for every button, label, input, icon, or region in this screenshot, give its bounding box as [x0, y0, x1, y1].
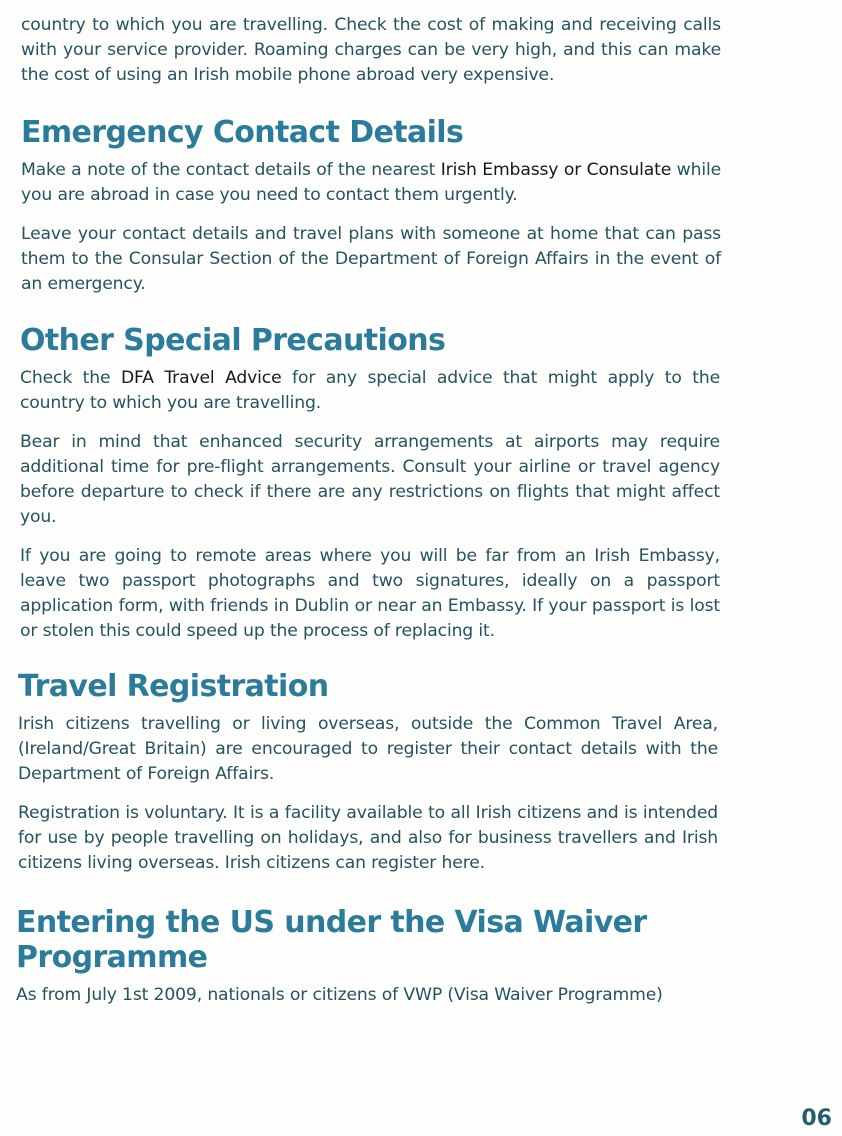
- section-paragraph: Leave your contact details and travel plans with someone at home that can pass them to the Consular Section of the Department of Foreign Affairs in the event of an emergency.: [21, 224, 721, 294]
- section-emergency-contact-details: [21, 116, 721, 297]
- section-paragraph: [21, 158, 721, 208]
- paragraph-text: Make a note of the contact details of the nearest: [21, 160, 441, 180]
- section-heading: Other Special Precautions: [20, 323, 446, 358]
- intro-paragraph: country to which you are travelling. Check the cost of making and receiving calls with your service provider. Roaming charges can be very high, and this can make the cost of using an Irish mobile phone abroad very expensive.: [21, 15, 721, 85]
- link-dfa-travel-advice[interactable]: DFA Travel Advice: [120, 368, 282, 388]
- paragraph-text: Check the: [20, 368, 121, 388]
- link-irish-embassy-or-consulate[interactable]: Irish Embassy or Consulate: [440, 160, 672, 180]
- section-heading: Emergency Contact Details: [21, 115, 464, 150]
- intro-section: [21, 13, 721, 88]
- section-paragraph: As from July 1st 2009, nationals or citizens of VWP (Visa Waiver Programme): [16, 985, 663, 1005]
- section-heading: Travel Registration: [18, 669, 329, 704]
- section-visa-waiver-programme: [16, 905, 676, 1008]
- section-other-special-precautions: [20, 324, 720, 644]
- page-number: 06: [801, 1106, 832, 1131]
- paragraph-text: for any special advice that might apply to the country to which you are travelling.: [20, 368, 720, 413]
- section-travel-registration: [18, 670, 718, 876]
- section-paragraph: Registration is voluntary. It is a facility available to all Irish citizens and is intended for use by people travelling on holidays, and also for business travellers and Irish citizens living overseas. Irish citizens can register here.: [18, 803, 718, 873]
- section-paragraph: Irish citizens travelling or living overseas, outside the Common Travel Area, (Ireland/Great Britain) are encouraged to register their contact details with the Department of Foreign Affairs.: [18, 714, 718, 784]
- section-paragraph: If you are going to remote areas where you will be far from an Irish Embassy, leave two passport photographs and two signatures, ideally on a passport application form, with friends in Dublin or near an Embassy. If your passport is lost or stolen this could speed up the process of replacing it.: [20, 546, 720, 641]
- section-paragraph: [20, 366, 720, 416]
- section-heading: Entering the US under the Visa Waiver Programme: [16, 905, 647, 975]
- paragraph-text: while you are abroad in case you need to contact them urgently.: [21, 160, 722, 205]
- section-paragraph: Bear in mind that enhanced security arrangements at airports may require additional time for pre-flight arrangements. Consult your airline or travel agency before departure to check if there are any restrictions on flights that might affect you.: [20, 432, 720, 527]
